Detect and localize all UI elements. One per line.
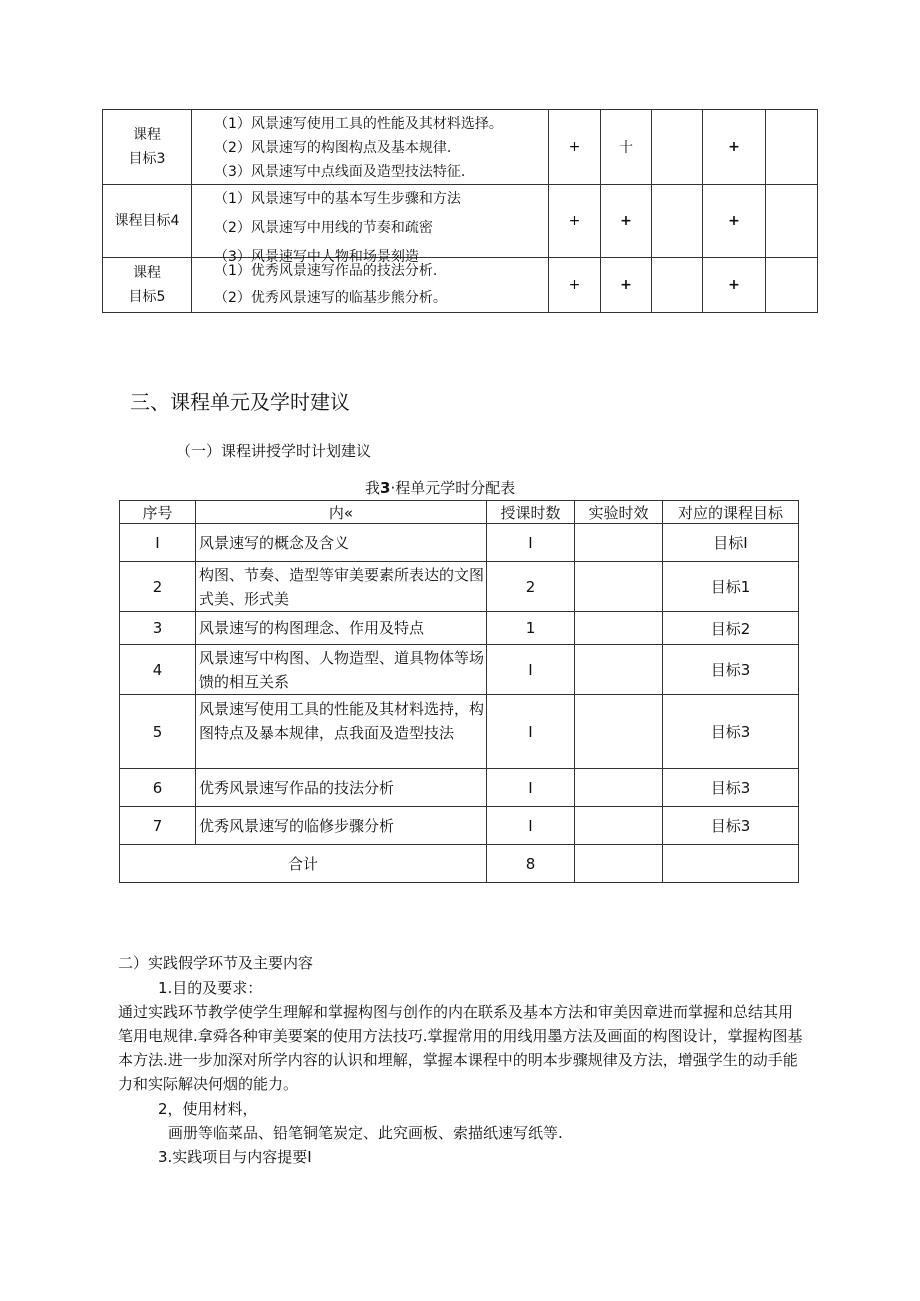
cell-content: 风景速写使用工具的性能及其材料选持，构图特点及暴本规律，点我面及造型技法 — [196, 695, 487, 769]
practice-item3: 3.实践项目与内容提要I — [158, 1148, 312, 1166]
table-row — [120, 645, 799, 695]
cell-goal: 目标3 — [663, 769, 799, 807]
goal-cell — [103, 110, 192, 185]
mark-cell: + — [703, 258, 766, 313]
goal-line: 目标3 — [128, 151, 166, 167]
header-lab: 实验时效 — [575, 501, 663, 524]
mark-cell — [652, 258, 703, 313]
hours-table — [119, 500, 799, 883]
table-row — [120, 612, 799, 645]
table-row — [120, 769, 799, 807]
cell-lab — [575, 612, 663, 645]
mark-cell — [652, 185, 703, 258]
content-line: （2）风景速写中用线的节奏和疏密 — [214, 220, 433, 236]
cell-hours: I — [487, 524, 575, 562]
cell-content: 构图、节奏、造型等审美要素所表达的文图式美、形式美 — [196, 562, 487, 612]
content-line: （2）风景速写的构图构点及基本规律. — [214, 140, 452, 156]
content-line: （1）风景速写中的基本写生步骤和方法 — [214, 191, 461, 207]
mark-cell: + — [549, 258, 601, 313]
mark-cell: + — [703, 185, 766, 258]
content-line: （1）风景速写使用工具的性能及其材料选择。 — [214, 116, 503, 132]
cell-goal: 目标2 — [663, 612, 799, 645]
mark-cell: + — [703, 110, 766, 185]
practice-item2: 2，使用材料， — [158, 1100, 258, 1118]
practice-para-line: 通过实践环节教学使学生理解和掌握构图与创作的内在联系及基本方法和审美因章进而掌握和总结其用 — [118, 1003, 794, 1021]
content-cell — [192, 110, 549, 185]
total-hours: 8 — [487, 845, 575, 883]
content-line: （2）优秀风景速写的临基步熊分析。 — [214, 290, 447, 306]
total-lab — [575, 845, 663, 883]
cell-content: 优秀风景速写作品的技法分析 — [196, 769, 487, 807]
cell-no: 2 — [120, 562, 196, 612]
cell-goal: 目标3 — [663, 807, 799, 845]
cell-goal: 目标3 — [663, 695, 799, 769]
cell-lab — [575, 769, 663, 807]
goal-cell — [103, 258, 192, 313]
section-heading: 三、课程单元及学时建议 — [130, 390, 350, 414]
mark-cell: + — [601, 258, 652, 313]
practice-para-line: 本方法.进一步加深对所学内容的认识和埋解，掌握本课程中的明本步骤规律及方法，增强学生的动手能 — [118, 1051, 798, 1069]
practice-para-line: 力和实际解决何烟的能力。 — [118, 1075, 299, 1093]
objectives-row — [103, 258, 818, 313]
table-row — [120, 807, 799, 845]
practice-heading: 二）实践假学环节及主要内容 — [118, 954, 314, 972]
cell-hours: I — [487, 645, 575, 695]
cell-hours: I — [487, 769, 575, 807]
goal-cell — [103, 185, 192, 258]
cell-hours: I — [487, 807, 575, 845]
cell-lab — [575, 562, 663, 612]
header-no: 序号 — [120, 501, 196, 524]
header-content: 内« — [196, 501, 487, 524]
mark-cell: + — [601, 185, 652, 258]
mark-cell — [766, 258, 818, 313]
mark-cell: 十 — [601, 110, 652, 185]
cell-hours: 1 — [487, 612, 575, 645]
total-goal — [663, 845, 799, 883]
goal-line: 课程目标4 — [114, 213, 180, 229]
subsection-heading: （一）课程讲授学时计划建议 — [176, 442, 372, 460]
cell-no: 4 — [120, 645, 196, 695]
header-hours: 授课时数 — [487, 501, 575, 524]
content-line: （3）风景速写中点线面及造型技法特征. — [214, 164, 466, 180]
cell-content: 风景速写的概念及含义 — [196, 524, 487, 562]
content-line: （3）风景速写中人物和场景刻造 — [214, 249, 419, 265]
cell-hours: I — [487, 695, 575, 769]
cell-no: 5 — [120, 695, 196, 769]
objectives-table — [102, 109, 818, 313]
objectives-row — [103, 110, 818, 185]
cell-content: 风景速写的构图理念、作用及特点 — [196, 612, 487, 645]
mark-cell: + — [549, 110, 601, 185]
cell-no: 3 — [120, 612, 196, 645]
table-row — [120, 695, 799, 769]
caption-bold: 3 — [380, 479, 391, 497]
practice-para-line: 笔用电规律.拿舜各种审美要案的使用方法技巧.掌握常用的用线用墨方法及画面的构图设计，掌握构图基 — [118, 1027, 803, 1045]
goal-line: 目标5 — [128, 289, 166, 305]
content-cell — [192, 185, 549, 265]
mark-cell — [766, 110, 818, 185]
table-row — [120, 524, 799, 562]
total-label: 合计 — [120, 845, 487, 883]
cell-lab — [575, 807, 663, 845]
goal-line: 课程 — [133, 265, 161, 281]
cell-lab — [575, 524, 663, 562]
mark-cell — [766, 185, 818, 258]
cell-no: 6 — [120, 769, 196, 807]
table-row — [120, 562, 799, 612]
cell-goal: 目标I — [663, 524, 799, 562]
content-line: （1）优秀风景速写作品的技法分析. — [214, 263, 438, 279]
cell-lab — [575, 695, 663, 769]
mark-cell: + — [549, 185, 601, 258]
caption-prefix: 我 — [365, 479, 381, 497]
content-cell — [192, 258, 549, 313]
caption-suffix: ·程单元学时分配表 — [390, 479, 516, 497]
cell-goal: 目标3 — [663, 645, 799, 695]
header-goal: 对应的课程目标 — [663, 501, 799, 524]
cell-no: 7 — [120, 807, 196, 845]
cell-content: 风景速写中构图、人物造型、道具物体等场馈的相互关系 — [196, 645, 487, 695]
cell-goal: 目标1 — [663, 562, 799, 612]
practice-materials: 画册等临菜品、铅笔铜笔炭定、此究画板、索描纸速写纸等. — [168, 1124, 563, 1142]
goal-line: 课程 — [133, 127, 161, 143]
cell-lab — [575, 645, 663, 695]
practice-item1: 1.目的及要求： — [158, 979, 263, 997]
total-row — [120, 845, 799, 883]
mark-cell — [652, 110, 703, 185]
cell-no: I — [120, 524, 196, 562]
objectives-row — [103, 185, 818, 258]
table-caption — [365, 477, 515, 498]
cell-hours: 2 — [487, 562, 575, 612]
hours-header-row — [120, 501, 799, 524]
cell-content: 优秀风景速写的临修步骤分析 — [196, 807, 487, 845]
